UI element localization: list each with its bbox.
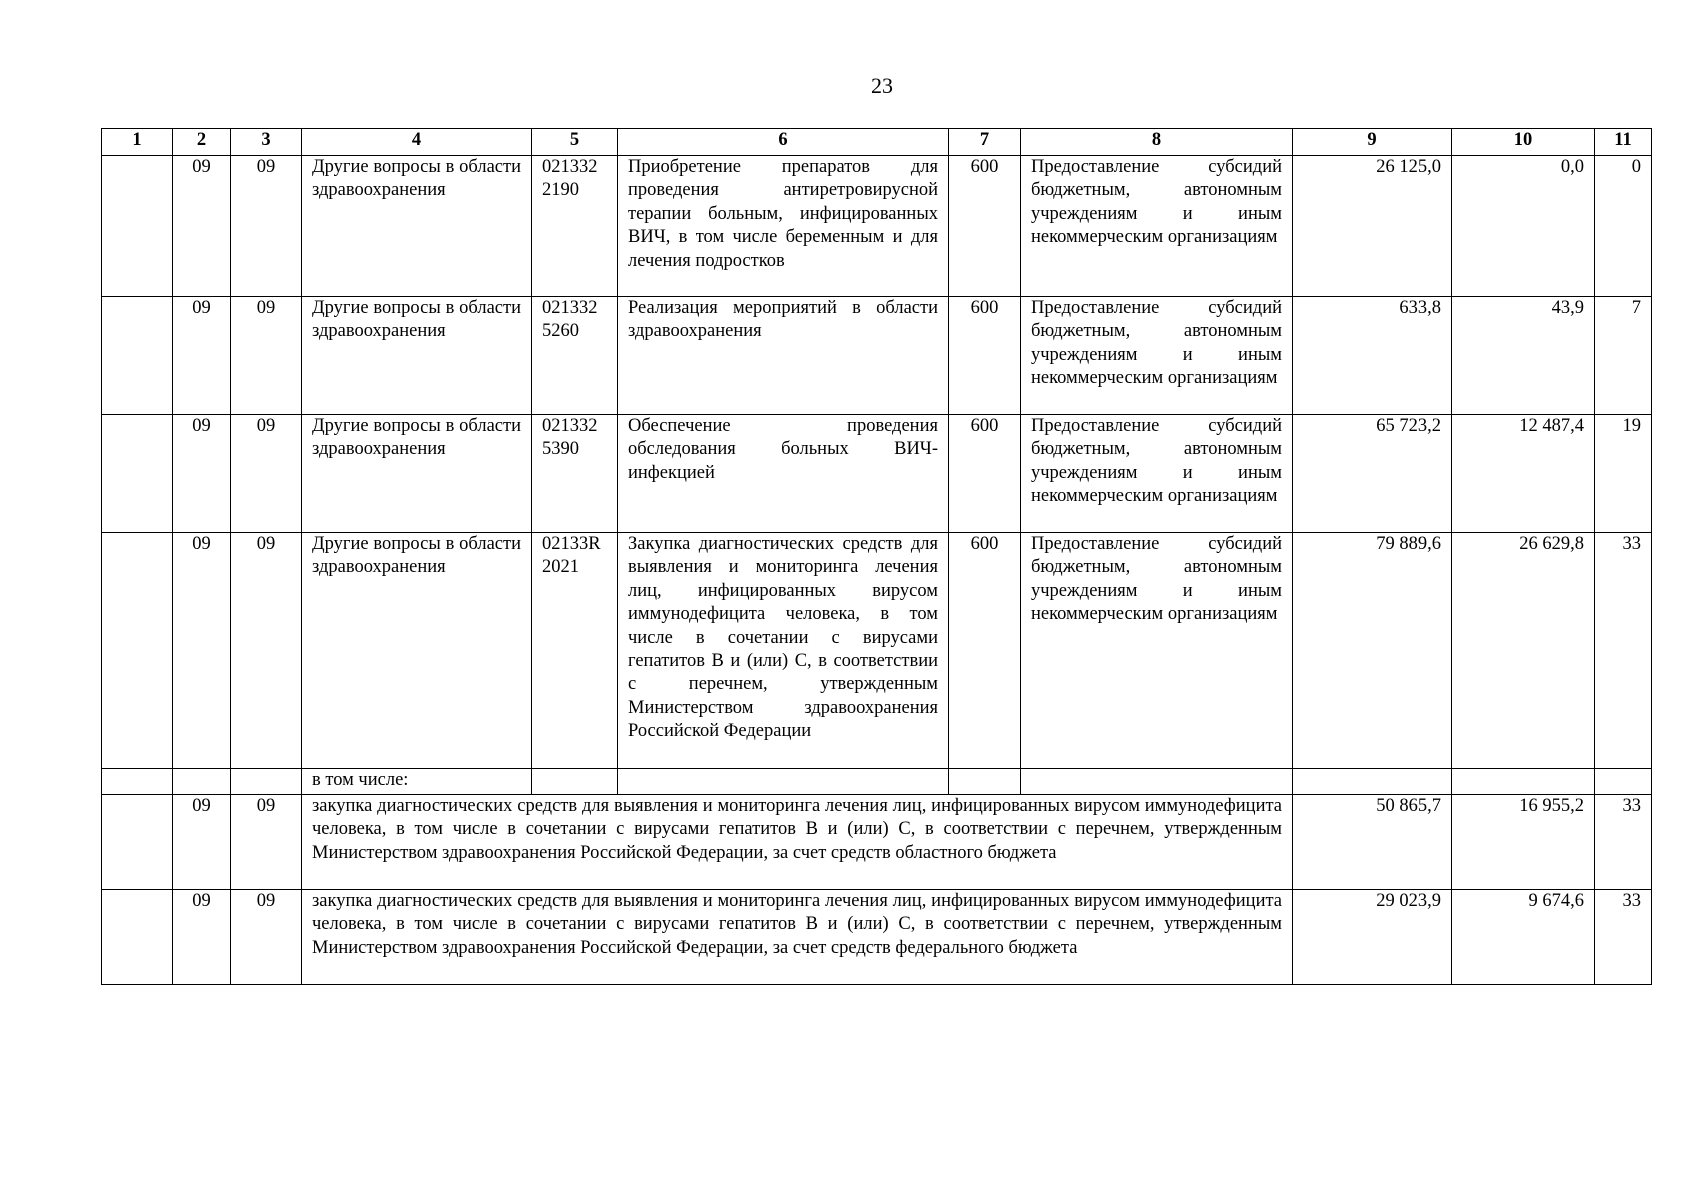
header-cell-10: 10 (1452, 129, 1595, 156)
cell-col-11 (1595, 769, 1652, 795)
section-cell: 09 (173, 890, 231, 985)
header-row (102, 129, 1652, 156)
description-cell: Реализация мероприятий в области здравоохранения (618, 297, 949, 415)
plan-amount-cell: 633,8 (1293, 297, 1452, 415)
actual-amount-cell: 43,9 (1452, 297, 1595, 415)
sub-row (102, 795, 1652, 890)
expense-type-cell: 600 (949, 156, 1021, 297)
percent-cell: 33 (1595, 533, 1652, 769)
cell-col-1 (102, 533, 173, 769)
section-cell: 09 (173, 415, 231, 533)
section-cell: 09 (173, 795, 231, 890)
header-cell-5: 5 (532, 129, 618, 156)
header-cell-6: 6 (618, 129, 949, 156)
cell-col-1 (102, 769, 173, 795)
section-name-cell: Другие вопросы в области здравоохранения (302, 297, 532, 415)
header-cell-1: 1 (102, 129, 173, 156)
cell-col-1 (102, 156, 173, 297)
table-row (102, 297, 1652, 415)
subsection-cell: 09 (231, 533, 302, 769)
subheader-label: в том числе: (302, 769, 532, 795)
section-name-cell: Другие вопросы в области здравоохранения (302, 156, 532, 297)
cell-col-7 (949, 769, 1021, 795)
percent-cell: 0 (1595, 156, 1652, 297)
description-cell: Приобретение препаратов для проведения антиретровирусной терапии больным, инфицированных ВИЧ, в том числе беременным и для лечения подростков (618, 156, 949, 297)
plan-amount-cell: 65 723,2 (1293, 415, 1452, 533)
cell-col-2 (173, 769, 231, 795)
expense-type-cell: 600 (949, 533, 1021, 769)
section-cell: 09 (173, 297, 231, 415)
plan-amount-cell: 29 023,9 (1293, 890, 1452, 985)
cell-col-1 (102, 297, 173, 415)
header-cell-8: 8 (1021, 129, 1293, 156)
header-cell-4: 4 (302, 129, 532, 156)
cell-col-3 (231, 769, 302, 795)
budget-table (101, 128, 1652, 985)
cell-col-5 (532, 769, 618, 795)
actual-amount-cell: 12 487,4 (1452, 415, 1595, 533)
actual-amount-cell: 0,0 (1452, 156, 1595, 297)
target-article-cell: 021332 5390 (532, 415, 618, 533)
cell-col-1 (102, 415, 173, 533)
cell-col-1 (102, 890, 173, 985)
expense-type-name-cell: Предоставление субсидий бюджетным, автономным учреждениям и иным некоммерческим организациям (1021, 533, 1293, 769)
percent-cell: 33 (1595, 795, 1652, 890)
plan-amount-cell: 26 125,0 (1293, 156, 1452, 297)
subsection-cell: 09 (231, 297, 302, 415)
cell-col-1 (102, 795, 173, 890)
expense-type-name-cell: Предоставление субсидий бюджетным, автономным учреждениям и иным некоммерческим организациям (1021, 156, 1293, 297)
cell-col-9 (1293, 769, 1452, 795)
description-cell: Закупка диагностических средств для выявления и мониторинга лечения лиц, инфицированных вирусом иммунодефицита человека, в том числе в сочетании с вирусами гепатитов B и (или) C, в соответствии с перечнем, утвержденным Министерством здравоохранения Российской Федерации (618, 533, 949, 769)
target-article-cell: 021332 2190 (532, 156, 618, 297)
percent-cell: 33 (1595, 890, 1652, 985)
section-name-cell: Другие вопросы в области здравоохранения (302, 415, 532, 533)
sub-row (102, 890, 1652, 985)
header-cell-7: 7 (949, 129, 1021, 156)
expense-type-cell: 600 (949, 415, 1021, 533)
header-cell-11: 11 (1595, 129, 1652, 156)
cell-col-6 (618, 769, 949, 795)
plan-amount-cell: 79 889,6 (1293, 533, 1452, 769)
percent-cell: 7 (1595, 297, 1652, 415)
section-cell: 09 (173, 156, 231, 297)
subsection-cell: 09 (231, 795, 302, 890)
table-row (102, 156, 1652, 297)
actual-amount-cell: 16 955,2 (1452, 795, 1595, 890)
target-article-cell: 02133R 2021 (532, 533, 618, 769)
section-cell: 09 (173, 533, 231, 769)
actual-amount-cell: 26 629,8 (1452, 533, 1595, 769)
percent-cell: 19 (1595, 415, 1652, 533)
expense-type-name-cell: Предоставление субсидий бюджетным, автономным учреждениям и иным некоммерческим организациям (1021, 415, 1293, 533)
page-number: 23 (871, 73, 893, 98)
subsection-cell: 09 (231, 415, 302, 533)
cell-col-10 (1452, 769, 1595, 795)
expense-type-cell: 600 (949, 297, 1021, 415)
target-article-cell: 021332 5260 (532, 297, 618, 415)
plan-amount-cell: 50 865,7 (1293, 795, 1452, 890)
expense-type-name-cell: Предоставление субсидий бюджетным, автономным учреждениям и иным некоммерческим организациям (1021, 297, 1293, 415)
actual-amount-cell: 9 674,6 (1452, 890, 1595, 985)
cell-col-8 (1021, 769, 1293, 795)
table-row (102, 533, 1652, 769)
header-cell-3: 3 (231, 129, 302, 156)
table-row (102, 415, 1652, 533)
subsection-cell: 09 (231, 156, 302, 297)
header-cell-2: 2 (173, 129, 231, 156)
header-cell-9: 9 (1293, 129, 1452, 156)
description-cell: Обеспечение проведения обследования больных ВИЧ-инфекцией (618, 415, 949, 533)
subheader-row (102, 769, 1652, 795)
section-name-cell: Другие вопросы в области здравоохранения (302, 533, 532, 769)
subsection-cell: 09 (231, 890, 302, 985)
sub-row-description: закупка диагностических средств для выявления и мониторинга лечения лиц, инфицированных вирусом иммунодефицита человека, в том числе в сочетании с вирусами гепатитов B и (или) C, в соответствии с перечнем, утвержденным Министерством здравоохранения Российской Федерации, за счет средств областного бюджета (302, 795, 1293, 890)
sub-row-description: закупка диагностических средств для выявления и мониторинга лечения лиц, инфицированных вирусом иммунодефицита человека, в том числе в сочетании с вирусами гепатитов B и (или) C, в соответствии с перечнем, утвержденным Министерством здравоохранения Российской Федерации, за счет средств федерального бюджета (302, 890, 1293, 985)
